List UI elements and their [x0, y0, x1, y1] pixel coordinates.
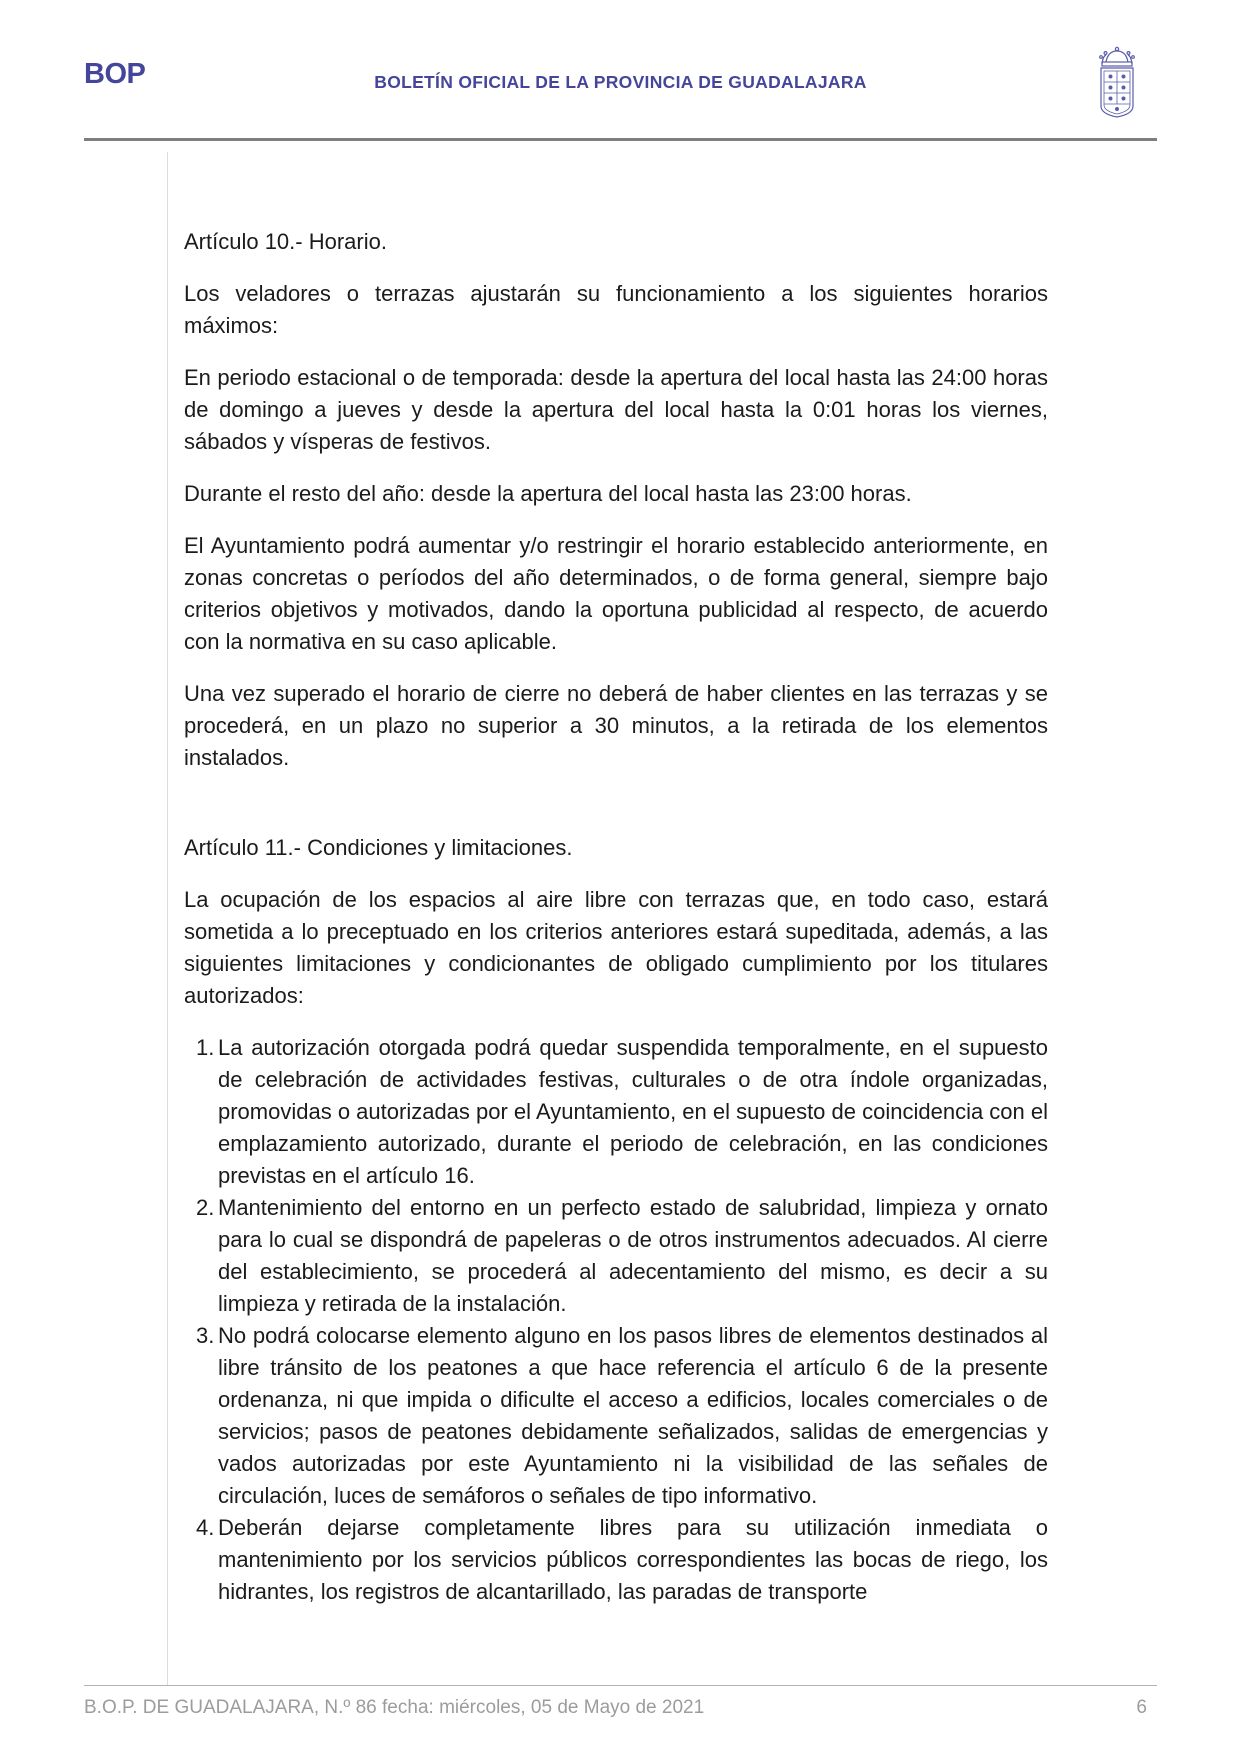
- paragraph-ayuntamiento-horario: El Ayuntamiento podrá aumentar y/o restringir el horario establecido anteriormente, en zonas concretas o períodos del año determinados, o de forma general, siempre bajo criterios objetivos y motivados, dando la oportuna publicidad al respecto, de acuerdo con la normativa en su caso aplicable.: [184, 533, 1048, 654]
- footer-publication-info: B.O.P. DE GUADALAJARA, N.º 86 fecha: miércoles, 05 de Mayo de 2021: [84, 1697, 705, 1718]
- paragraph-horarios-maximos: Los veladores o terrazas ajustarán su funcionamiento a los siguientes horarios máximos:: [184, 281, 1048, 338]
- conditions-list: [218, 1032, 1048, 1608]
- paragraph-periodo-estacional: En periodo estacional o de temporada: desde la apertura del local hasta las 24:00 horas de domingo a jueves y desde la apertura del local hasta la 0:01 horas los viernes, sábados y vísperas de festivos.: [184, 365, 1048, 454]
- condition-item-4: Deberán dejarse completamente libres para su utilización inmediata o mantenimiento por los servicios públicos correspondientes las bocas de riego, los hidrantes, los registros de alcantarillado, las paradas de transporte: [218, 1515, 1048, 1604]
- condition-item-2: Mantenimiento del entorno en un perfecto estado de salubridad, limpieza y ornato para lo cual se dispondrá de papeleras o de otros instrumentos adecuados. Al cierre del establecimiento, se procederá al adecentamiento del mismo, es decir a su limpieza y retirada de la instalación.: [218, 1195, 1048, 1316]
- header-divider: [84, 138, 1157, 141]
- document-body: [184, 226, 1048, 1608]
- article-11-heading: Artículo 11.- Condiciones y limitaciones.: [184, 835, 573, 860]
- guadalajara-coat-of-arms-icon: [1089, 46, 1145, 120]
- article-10-heading: Artículo 10.- Horario.: [184, 229, 387, 254]
- page-title: BOLETÍN OFICIAL DE LA PROVINCIA DE GUADALAJARA: [374, 72, 867, 92]
- paragraph-horario-cierre: Una vez superado el horario de cierre no deberá de haber clientes en las terrazas y se procederá, en un plazo no superior a 30 minutos, a la retirada de los elementos instalados.: [184, 681, 1048, 770]
- content-left-border: [167, 152, 168, 1685]
- page-number: 6: [1136, 1697, 1147, 1718]
- paragraph-resto-del-ano: Durante el resto del año: desde la apertura del local hasta las 23:00 horas.: [184, 481, 912, 506]
- condition-item-3: No podrá colocarse elemento alguno en los pasos libres de elementos destinados al libre tránsito de los peatones a que hace referencia el artículo 6 de la presente ordenanza, ni que impida o dificulte el acceso a edificios, locales comerciales o de servicios; pasos de peatones debidamente señalizados, salidas de emergencias y vados autorizadas por este Ayuntamiento ni la visibilidad de las señales de circulación, luces de semáforos o señales de tipo informativo.: [218, 1323, 1048, 1508]
- bop-logo: BOP: [84, 58, 146, 90]
- footer-divider: [84, 1685, 1157, 1686]
- paragraph-ocupacion-intro: La ocupación de los espacios al aire libre con terrazas que, en todo caso, estará sometida a lo preceptuado en los criterios anteriores estará supeditada, además, a las siguientes limitaciones y condicionantes de obligado cumplimiento por los titulares autorizados:: [184, 887, 1048, 1008]
- header: [84, 0, 1157, 140]
- condition-item-1: La autorización otorgada podrá quedar suspendida temporalmente, en el supuesto de celebración de actividades festivas, culturales o de otra índole organizadas, promovidas o autorizadas por el Ayuntamiento, en el supuesto de coincidencia con el emplazamiento autorizado, durante el periodo de celebración, en las condiciones previstas en el artículo 16.: [218, 1035, 1049, 1188]
